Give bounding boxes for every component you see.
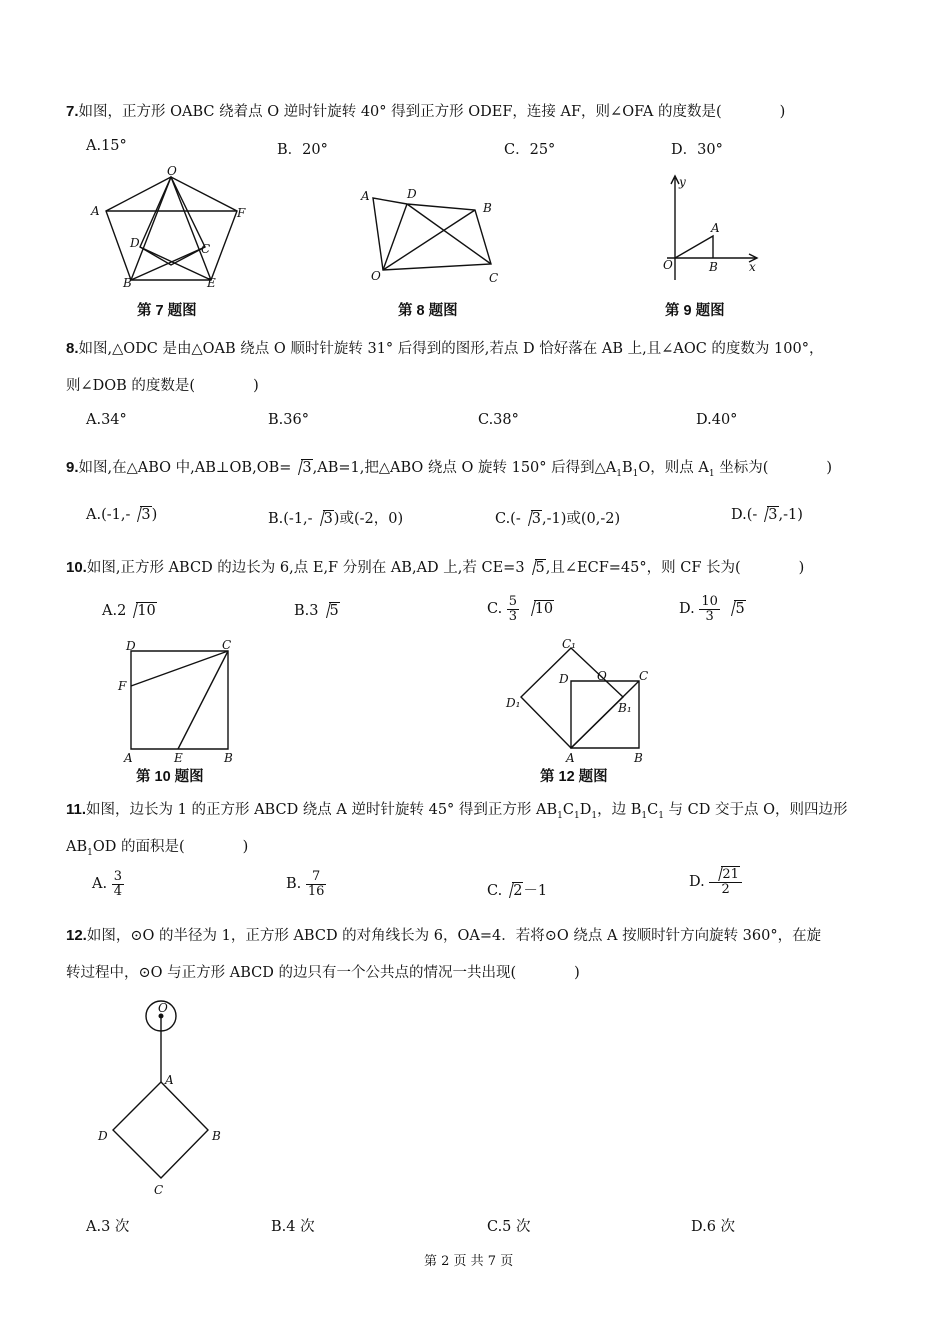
q11-a-den: 4: [113, 883, 122, 899]
fig8-label-o: O: [371, 269, 381, 283]
q8-option-b: B.36°: [268, 412, 309, 428]
fig8-label-c: C: [489, 271, 499, 285]
fig9-label-a: A: [711, 221, 720, 235]
q10-d-fraction: [699, 595, 720, 623]
fig12-label-b1: B₁: [618, 701, 632, 715]
fig12-label-b: B: [634, 751, 643, 765]
q10-a-sqrt-value: 10: [137, 603, 156, 619]
q11-stem-line1: [66, 798, 848, 821]
q9-c-sqrt: [522, 511, 542, 527]
q11-option-b: [286, 870, 326, 898]
q12-option-b: B.4 次: [271, 1219, 315, 1235]
caption-fig8: 第 8 题图: [398, 303, 458, 319]
q11-c-sqrt: [503, 883, 523, 899]
q9-a-post: ): [151, 507, 158, 523]
q11-text-1: 如图，边长为 1 的正方形 ABCD 绕点 A 逆时针旋转 45° 得到正方形 AB: [86, 802, 558, 818]
figure-9: [645, 170, 765, 285]
q8-option-d: D.40°: [696, 412, 738, 428]
caption-fig12: 第 12 题图: [540, 769, 608, 785]
q11-sub-3: 1: [591, 810, 598, 821]
q9-text-3: B: [622, 460, 633, 476]
q10-text-2: ,且∠ECF=45°，则 CF 长为( ): [545, 560, 805, 576]
q12-stem-line1: [66, 924, 821, 945]
q11-c-sqrt-value: 2: [513, 883, 523, 899]
q11-text-8: OD 的面积是( ): [92, 839, 249, 855]
q9-b-post: )或(-2，0): [333, 511, 404, 527]
q11-sub-6: 1: [87, 847, 93, 858]
fig12-label-d: D: [559, 672, 569, 686]
figure-12: [500, 632, 660, 766]
q11-b-pre: B.: [286, 876, 302, 893]
q9-d-post: ,-1): [778, 507, 803, 523]
q9-b-sqrt-value: 3: [323, 511, 333, 527]
q12-option-d: D.6 次: [691, 1219, 736, 1235]
q10-stem: [66, 556, 804, 577]
figure-12-circle: [90, 998, 240, 1198]
q7-option-b: B．20°: [277, 142, 328, 158]
q8-text-line2: 则∠DOB 的度数是( ): [66, 378, 259, 394]
q9-sub-1: 1: [616, 468, 622, 479]
q8-number: 8.: [66, 340, 79, 357]
q10-option-d: [679, 595, 746, 623]
q9-sqrt-ob: [292, 460, 312, 476]
q11-d-fraction: [709, 868, 742, 896]
fig12-label-d1: D₁: [506, 696, 521, 710]
q7-option-c: C．25°: [504, 142, 556, 158]
q9-c-pre: C.(-: [495, 511, 521, 527]
fig9-label-x: x: [749, 260, 756, 274]
fig7-label-b: B: [123, 276, 132, 290]
q9-option-a: [86, 507, 157, 523]
fig9-label-o: O: [663, 258, 673, 272]
fig12b-label-d: D: [98, 1129, 108, 1143]
q10-option-c: [487, 595, 554, 623]
q11-d-sqrt: [712, 868, 740, 882]
q11-a-fraction: [112, 870, 124, 898]
q9-b-sqrt: [314, 511, 334, 527]
q11-text-2: C: [562, 802, 574, 818]
fig8-label-d: D: [407, 187, 417, 201]
q9-b-pre: B.(-1,-: [268, 511, 313, 527]
q9-option-b: [268, 507, 403, 528]
caption-fig10: 第 10 题图: [136, 769, 204, 785]
q9-text-2: ,AB=1,把△ABO 绕点 O 旋转 150° 后得到△A: [312, 460, 617, 476]
q12-option-c: C.5 次: [487, 1219, 531, 1235]
q8-stem-line1: [66, 337, 823, 358]
q9-option-d: [731, 507, 803, 523]
q10-c-sqrt-value: 10: [534, 601, 554, 618]
q12-text-line1: 如图，⊙O 的半径为 1，正方形 ABCD 的对角线长为 6，OA=4．若将⊙O 绕点 A 按顺时针方向旋转 360°，在旋: [86, 928, 822, 944]
q9-sqrt-value: 3: [302, 460, 312, 476]
fig12b-label-a: A: [165, 1073, 174, 1087]
q11-b-den: 16: [307, 883, 325, 899]
fig12-label-c1: C₁: [562, 637, 576, 651]
q11-a-pre: A.: [92, 876, 108, 893]
q11-d-pre: D.: [689, 874, 705, 891]
fig12b-label-c: C: [154, 1183, 164, 1197]
fig7-label-f: F: [237, 206, 246, 220]
q11-option-d: [689, 868, 742, 896]
figure-8: [355, 182, 505, 290]
fig12b-label-b: B: [212, 1129, 221, 1143]
q9-text-5: 坐标为( ): [714, 460, 833, 476]
fig9-label-y: y: [679, 175, 686, 189]
q10-a-pre: A.2: [102, 603, 127, 619]
q11-option-a: [92, 870, 124, 898]
q7-stem: [66, 100, 785, 121]
q9-d-sqrt-value: 3: [768, 507, 778, 523]
q10-sqrt-value: 5: [535, 560, 545, 576]
q8-option-c: C.38°: [478, 412, 519, 428]
figure-7: [85, 165, 255, 290]
q7-text: 如图，正方形 OABC 绕着点 O 逆时针旋转 40° 得到正方形 ODEF，连接 AF，则∠OFA 的度数是( ): [78, 104, 786, 120]
q10-a-sqrt: [127, 603, 156, 619]
q10-option-a: [102, 603, 157, 619]
q9-stem: [66, 456, 832, 479]
fig7-label-o: O: [167, 165, 177, 178]
q8-option-a: A.34°: [86, 412, 127, 428]
q11-sub-1: 1: [557, 810, 563, 821]
q10-c-den: 3: [508, 608, 518, 624]
fig12-label-o: O: [597, 669, 607, 683]
fig7-label-a: A: [91, 204, 100, 218]
q7-number: 7.: [66, 103, 79, 120]
fig9-label-b: B: [709, 260, 718, 274]
fig10-label-d: D: [126, 639, 136, 653]
q10-c-num: 5: [508, 594, 518, 609]
q10-option-b: [294, 603, 340, 619]
q12-option-a: A.3 次: [86, 1219, 130, 1235]
q11-option-c: [487, 879, 547, 900]
q10-b-sqrt: [320, 603, 340, 619]
q9-d-sqrt: [758, 507, 778, 523]
q9-a-sqrt: [131, 507, 151, 523]
q11-a-num: 3: [113, 869, 122, 884]
q10-c-pre: C.: [487, 601, 503, 618]
q9-text-1: 如图,在△ABO 中,AB⊥OB,OB=: [78, 460, 292, 476]
q9-text-4: O，则点 A: [638, 460, 709, 476]
fig8-label-a: A: [361, 189, 370, 203]
q11-sub-5: 1: [658, 810, 664, 821]
q9-sub-3: 1: [708, 468, 715, 479]
q11-text-6: 与 CD 交于点 O，则四边形: [663, 802, 848, 818]
q9-a-sqrt-value: 3: [141, 507, 151, 523]
page-footer: 第 2 页 共 7 页: [424, 1254, 514, 1269]
q9-option-c: [495, 507, 620, 528]
q11-text-3: D: [579, 802, 592, 818]
q12-text-line2: 转过程中，⊙O 与正方形 ABCD 的边只有一个公共点的情况一共出现( ): [66, 965, 580, 981]
q9-c-sqrt-value: 3: [531, 511, 541, 527]
fig7-label-d: D: [130, 236, 140, 250]
fig8-label-b: B: [483, 201, 492, 215]
q7-option-d: D．30°: [671, 142, 723, 158]
q9-a-pre: A.(-1,-: [86, 507, 131, 523]
fig10-label-e: E: [174, 751, 183, 765]
q11-d-den: 2: [721, 881, 730, 897]
fig10-label-a: A: [124, 751, 133, 765]
q10-d-sqrt: [725, 601, 745, 617]
q11-sub-4: 1: [641, 810, 648, 821]
q9-c-post: ,-1)或(0,-2): [541, 511, 621, 527]
q10-c-sqrt: [525, 601, 554, 617]
q10-d-num: 10: [701, 594, 718, 609]
q12-number: 12.: [66, 927, 87, 944]
q7-option-a: A.15°: [86, 138, 127, 154]
q8-text-line1: 如图,△ODC 是由△OAB 绕点 O 顺时针旋转 31° 后得到的图形,若点 D 恰好落在 AB 上,且∠AOC 的度数为 100°，: [78, 341, 824, 357]
q10-d-den: 3: [705, 608, 714, 624]
fig10-label-f: F: [118, 679, 127, 693]
fig7-label-e: E: [207, 276, 216, 290]
q11-text-7: AB: [66, 839, 88, 855]
q11-text-5: C: [647, 802, 659, 818]
q10-d-pre: D.: [679, 601, 695, 618]
q10-b-pre: B.3: [294, 603, 319, 619]
q11-text-4: ，边 B: [597, 802, 642, 818]
fig7-label-c: C: [201, 242, 211, 256]
q11-d-num: [709, 868, 742, 883]
fig12-label-c: C: [639, 669, 649, 683]
q11-d-sqrt-value: 21: [722, 867, 739, 882]
q11-b-num: 7: [306, 870, 327, 885]
fig10-label-b: B: [224, 751, 233, 765]
fig10-label-c: C: [222, 638, 232, 652]
fig12-label-a: A: [566, 751, 575, 765]
q9-number: 9.: [66, 459, 79, 476]
q10-sqrt-ce: [526, 560, 546, 576]
q10-c-fraction: [507, 595, 519, 623]
q11-number: 11.: [66, 801, 87, 818]
figure-10: [112, 636, 242, 766]
q9-sub-2: 1: [632, 468, 639, 479]
q11-c-pre: C.: [487, 883, 503, 899]
q11-c-post: －1: [523, 883, 548, 899]
caption-fig9: 第 9 题图: [665, 303, 725, 319]
q10-text-1: 如图,正方形 ABCD 的边长为 6,点 E,F 分别在 AB,AD 上,若 CE=3: [86, 560, 525, 576]
q10-d-sqrt-value: 5: [735, 601, 745, 618]
q10-number: 10.: [66, 559, 87, 576]
fig12b-label-o: O: [158, 1001, 168, 1015]
q10-b-sqrt-value: 5: [329, 603, 339, 619]
q11-stem-line2: [66, 835, 248, 858]
q11-sub-2: 1: [574, 810, 580, 821]
caption-fig7: 第 7 题图: [137, 303, 197, 319]
q11-b-fraction: [306, 870, 327, 898]
q9-d-pre: D.(-: [731, 507, 758, 523]
